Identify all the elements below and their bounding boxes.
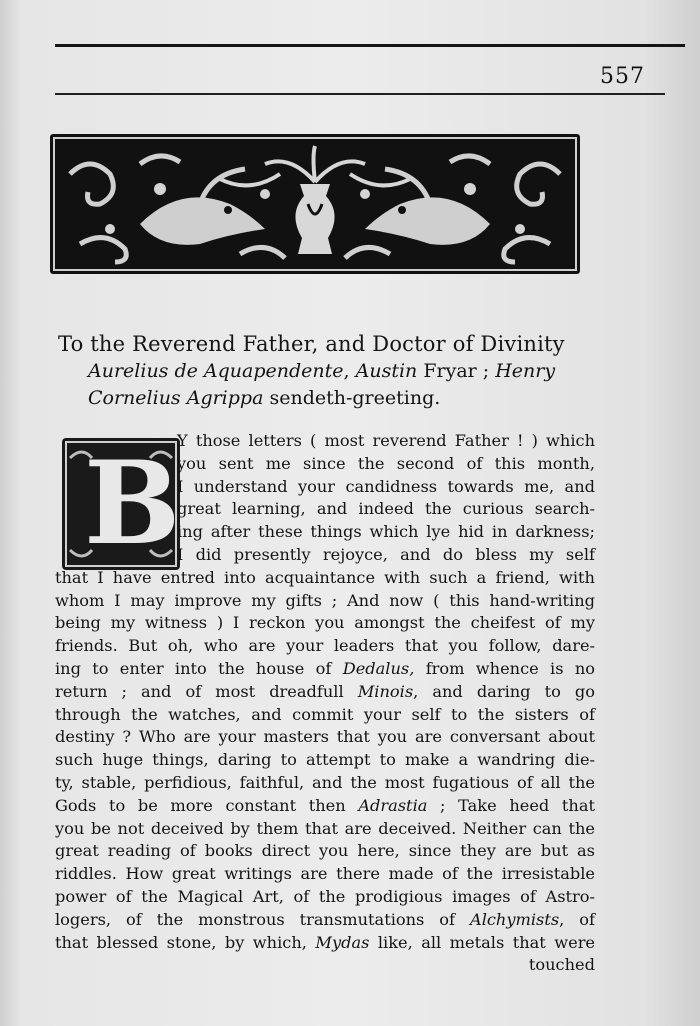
- body-line: ing after these things which lye hid in darkness;: [177, 522, 595, 542]
- body-line: ty, stable, perfidious, faithful, and the most fugatious of all the: [55, 772, 595, 792]
- heading-line-2: [58, 358, 658, 385]
- recipient-name: Aurelius de Aquapendente: [88, 360, 344, 382]
- heading-line-3: [58, 385, 658, 412]
- heading-line-1: To the Reverend Father, and Doctor of Divinity: [58, 332, 565, 356]
- body-line: power of the Magical Art, of the prodigious images of Astro-: [55, 886, 595, 906]
- body-line: friends. But oh, who are your leaders that you follow, dare-: [55, 636, 595, 656]
- body-line: [55, 795, 595, 818]
- body-line: riddles. How great writings are there made of the irresistable: [55, 864, 595, 884]
- header-rule: [55, 93, 665, 95]
- catchword: touched: [528, 955, 595, 975]
- body-line: [55, 658, 595, 681]
- body-line: [55, 681, 595, 704]
- body-text-segment: ; Take heed that: [427, 795, 595, 815]
- sender-name: Cornelius Agrippa: [88, 387, 264, 409]
- body-line: through the watches, and commit your self to the sisters of: [55, 704, 595, 724]
- letter-heading: [58, 330, 658, 412]
- body-text-segment: ing to enter into the house of: [55, 658, 332, 678]
- body-line: you sent me since the second of this month,: [177, 453, 595, 473]
- body-line: great reading of books direct you here, since they are but as: [55, 841, 595, 861]
- heading-separator: ,: [343, 360, 356, 382]
- body-line: Y those letters ( most reverend Father ! ) which: [177, 431, 595, 450]
- name-mydas: Mydas: [315, 932, 370, 952]
- body-line: [55, 932, 595, 955]
- body-line: I did presently rejoyce, and do bless my self: [177, 544, 595, 564]
- body-line: such huge things, daring to attempt to make a wandring die-: [55, 750, 595, 770]
- body-line: great learning, and indeed the curious search-: [177, 499, 595, 519]
- heading-fryar: Fryar ;: [417, 360, 496, 382]
- body-text-segment: return ; and of most dreadfull: [55, 681, 344, 701]
- body-text-segment: that blessed stone, by which,: [55, 932, 307, 952]
- order-name: Austin: [355, 360, 418, 382]
- body-line: I understand your candidness towards me, and: [177, 476, 595, 496]
- page-number: 557: [600, 64, 645, 89]
- floral-headpiece-ornament-icon: [50, 134, 580, 274]
- letter-body: [55, 430, 595, 977]
- name-adrastia: Adrastia: [358, 795, 428, 815]
- body-line: being my witness ) I reckon you amongst the cheifest of my: [55, 613, 595, 633]
- body-text-segment: like, all metals that were: [369, 932, 596, 952]
- body-text-segment: from whence is no: [425, 658, 595, 678]
- body-line: destiny ? Who are your masters that you are conversant about: [55, 727, 595, 747]
- name-alchymists: Alchymists: [470, 909, 560, 929]
- name-minois: Minois: [357, 681, 414, 701]
- name-dedalus: Dedalus,: [342, 658, 415, 678]
- heading-greeting: sendeth-greeting.: [263, 387, 441, 409]
- body-line: [55, 909, 595, 932]
- body-text-segment: logers, of the monstrous transmutations of: [55, 909, 456, 929]
- body-text-segment: , of: [559, 909, 595, 929]
- body-line: whom I may improve my gifts ; And now ( this hand-writing: [55, 590, 595, 610]
- dropcap-letter: B: [84, 436, 181, 570]
- body-text-segment: Gods to be more constant then: [55, 795, 346, 815]
- top-rule: [55, 44, 685, 47]
- body-line: that I have entred into acquaintance with such a friend, with: [55, 567, 595, 587]
- sender-first-name: Henry: [495, 360, 556, 382]
- body-text-segment: , and daring to go: [413, 681, 595, 701]
- body-line: you be not deceived by them that are deceived. Neither can the: [55, 818, 595, 838]
